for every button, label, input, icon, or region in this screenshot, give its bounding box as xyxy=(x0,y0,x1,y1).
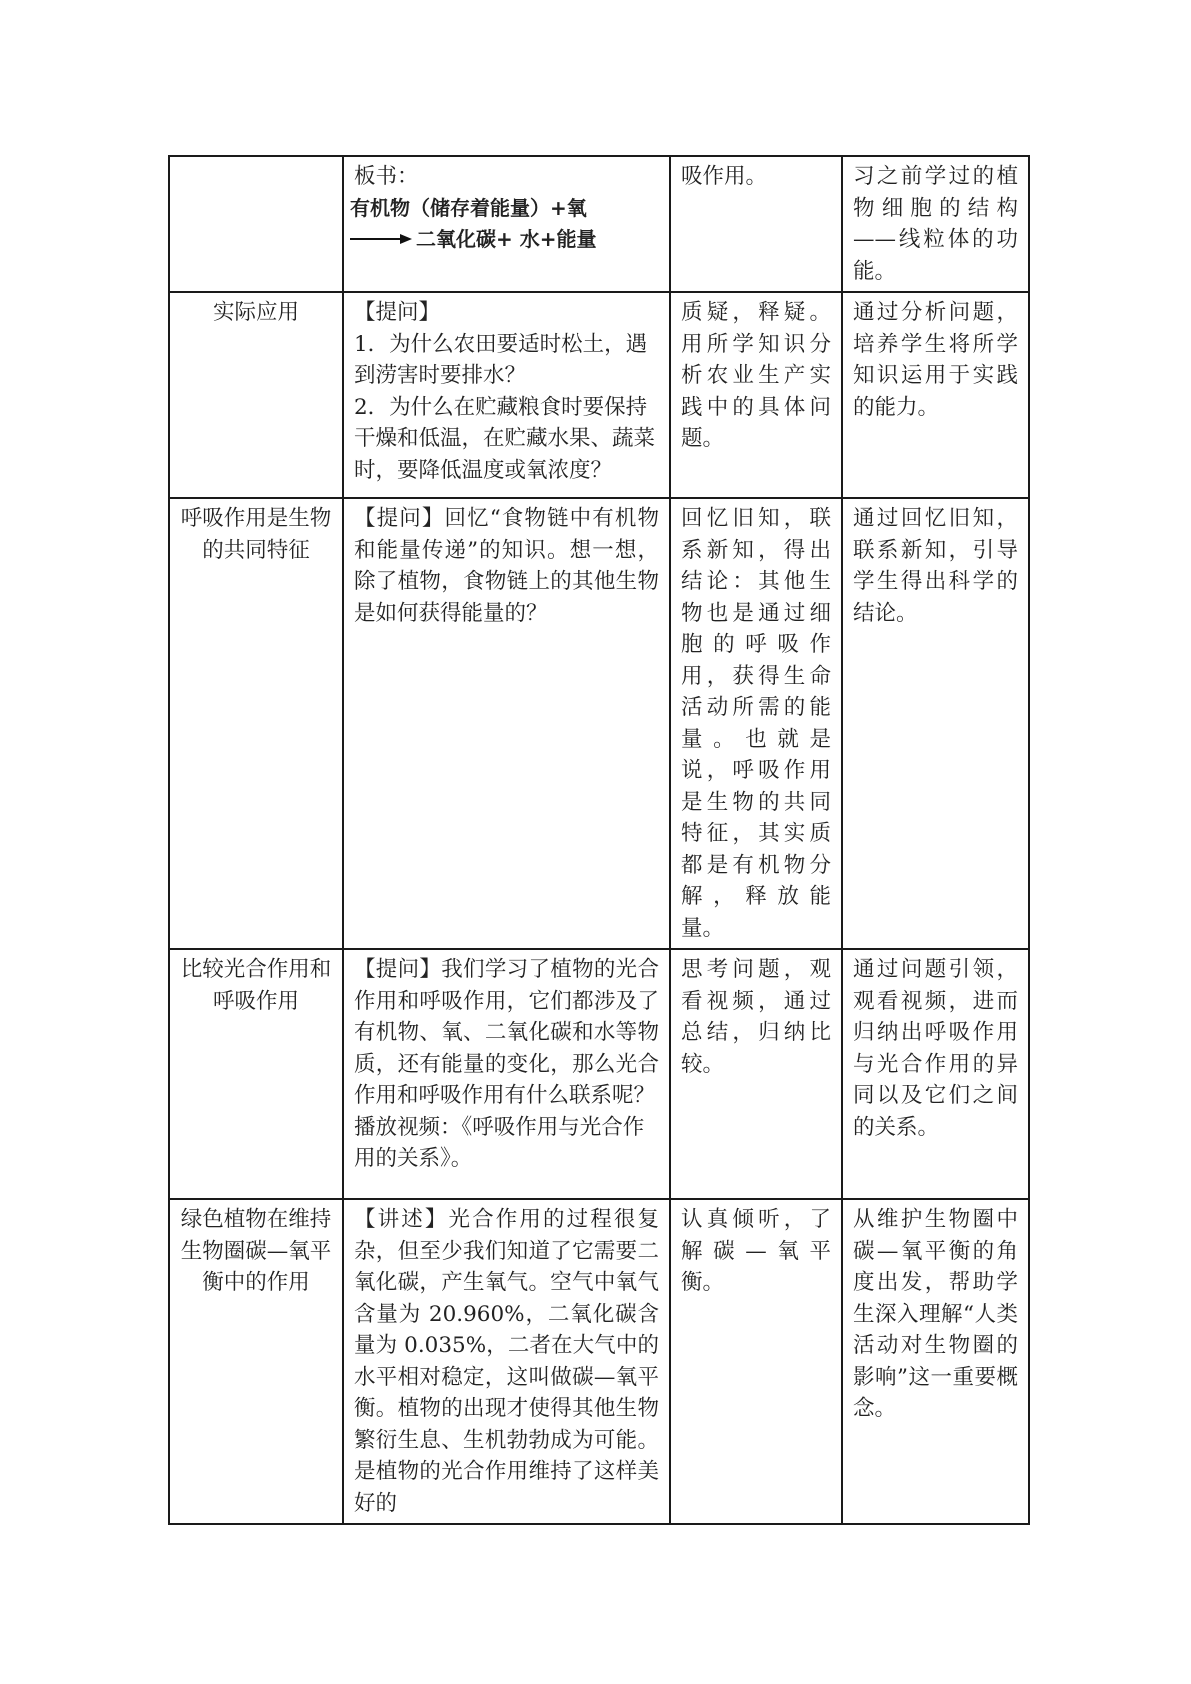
student-activity-cell: 质疑，释疑。用所学知识分析农业生产实践中的具体问题。 xyxy=(670,292,842,498)
teacher-activity-cell: 【提问】回忆“食物链中有机物和能量传递”的知识。想一想，除了植物，食物链上的其他生物是如何获得能量的？ xyxy=(343,498,670,949)
table-row xyxy=(169,156,1029,292)
design-intent-cell: 通过回忆旧知，联系新知，引导学生得出科学的结论。 xyxy=(842,498,1029,949)
stage-cell: 绿色植物在维持生物圈碳—氧平衡中的作用 xyxy=(169,1199,343,1524)
formula-line-2 xyxy=(350,224,659,255)
stage-cell: 实际应用 xyxy=(169,292,343,498)
table-row xyxy=(169,949,1029,1199)
teacher-activity-cell xyxy=(343,292,670,498)
stage-cell xyxy=(169,156,343,292)
formula-line-1: 有机物（储存着能量）+氧 xyxy=(350,195,587,220)
teacher-activity-cell: 【讲述】光合作用的过程很复杂，但至少我们知道了它需要二氧化碳，产生氧气。空气中氧气含量为 20.960%，二氧化碳含量为 0.035%，二者在大气中的水平相对稳定，这叫做碳—氧平衡。植物的出现才使得其他生物繁衍生息、生机勃勃成为可能。是植物的光合作用维持了这样美好的 xyxy=(343,1199,670,1524)
teacher-question: 【提问】我们学习了植物的光合作用和呼吸作用，它们都涉及了有机物、氧、二氧化碳和水等物质，还有能量的变化，那么光合作用和呼吸作用有什么联系呢？ xyxy=(354,957,659,1108)
teacher-activity-cell xyxy=(343,156,670,292)
formula-products: 二氧化碳+ 水+能量 xyxy=(416,226,597,251)
table-row xyxy=(169,498,1029,949)
question-label: 【提问】 xyxy=(354,300,441,325)
design-intent-cell: 通过分析问题，培养学生将所学知识运用于实践的能力。 xyxy=(842,292,1029,498)
table-row xyxy=(169,1199,1029,1524)
question-1: 1．为什么农田要适时松土，遇到涝害时要排水？ xyxy=(354,331,648,388)
design-intent-cell: 通过问题引领，观看视频，进而归纳出呼吸作用与光合作用的异同以及它们之间的关系。 xyxy=(842,949,1029,1199)
design-intent-cell: 习之前学过的植物细胞的结构——线粒体的功能。 xyxy=(842,156,1029,292)
stage-cell: 呼吸作用是生物的共同特征 xyxy=(169,498,343,949)
question-2: 2．为什么在贮藏粮食时要保持干燥和低温，在贮藏水果、蔬菜时，要降低温度或氧浓度？ xyxy=(354,394,656,483)
teacher-activity-cell xyxy=(343,949,670,1199)
lesson-plan-table xyxy=(168,155,1030,1525)
design-intent-cell: 从维护生物圈中碳—氧平衡的角度出发，帮助学生深入理解“人类活动对生物圈的影响”这一重要概念。 xyxy=(842,1199,1029,1524)
reaction-arrow-icon xyxy=(350,232,412,246)
student-activity-cell: 吸作用。 xyxy=(670,156,842,292)
video-note: 播放视频：《呼吸作用与光合作用的关系》。 xyxy=(354,1114,645,1171)
student-activity-cell: 认真倾听，了解碳—氧平衡。 xyxy=(670,1199,842,1524)
table-row xyxy=(169,292,1029,498)
board-label: 板书： xyxy=(354,164,419,189)
student-activity-cell: 回忆旧知，联系新知，得出结论：其他生物也是通过细胞的呼吸作用，获得生命活动所需的能量。也就是说，呼吸作用是生物的共同特征，其实质都是有机物分解，释放能量。 xyxy=(670,498,842,949)
stage-cell: 比较光合作用和呼吸作用 xyxy=(169,949,343,1199)
student-activity-cell: 思考问题，观看视频，通过总结，归纳比较。 xyxy=(670,949,842,1199)
